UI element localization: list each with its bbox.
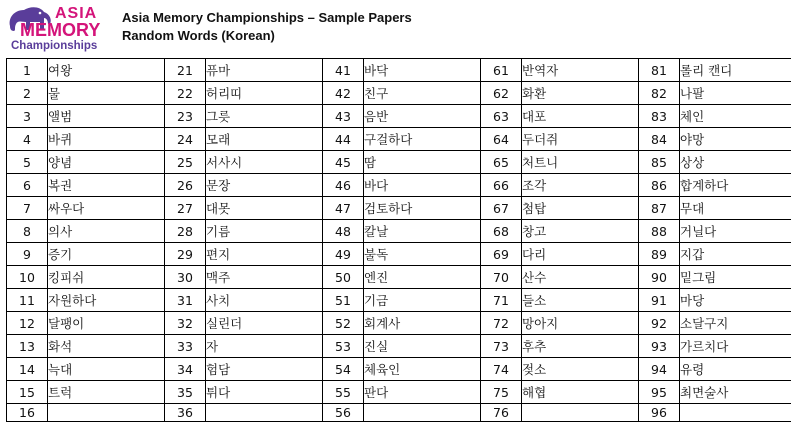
- word-number: 3: [7, 105, 48, 128]
- word-number: 10: [7, 266, 48, 289]
- word-number: 84: [639, 128, 680, 151]
- word-cell: 튀다: [206, 381, 323, 404]
- word-cell: 친구: [364, 82, 481, 105]
- word-cell: 반역자: [522, 59, 639, 82]
- table-row: [7, 404, 791, 422]
- word-number: 81: [639, 59, 680, 82]
- word-cell: 야망: [680, 128, 791, 151]
- word-number: 13: [7, 335, 48, 358]
- word-number: 22: [165, 82, 206, 105]
- word-number: 72: [481, 312, 522, 335]
- table-row: [7, 82, 791, 105]
- word-cell: 편지: [206, 243, 323, 266]
- word-number: 46: [323, 174, 364, 197]
- table-row: [7, 243, 791, 266]
- word-number: 90: [639, 266, 680, 289]
- word-number: 63: [481, 105, 522, 128]
- word-number: 48: [323, 220, 364, 243]
- word-cell: 문장: [206, 174, 323, 197]
- word-cell: 후추: [522, 335, 639, 358]
- word-number: 6: [7, 174, 48, 197]
- word-number: 56: [323, 404, 364, 422]
- word-number: 74: [481, 358, 522, 381]
- word-number: 44: [323, 128, 364, 151]
- word-cell: 두더쥐: [522, 128, 639, 151]
- word-cell: 엔진: [364, 266, 481, 289]
- word-number: 62: [481, 82, 522, 105]
- document-header: [122, 9, 412, 45]
- word-cell: 체육인: [364, 358, 481, 381]
- word-number: 4: [7, 128, 48, 151]
- word-cell: 산수: [522, 266, 639, 289]
- word-cell: 험담: [206, 358, 323, 381]
- word-cell: 거닐다: [680, 220, 791, 243]
- logo-text-asia: ASIA: [55, 5, 97, 23]
- word-number: 41: [323, 59, 364, 82]
- table-row: [7, 174, 791, 197]
- table-row: [7, 289, 791, 312]
- word-number: 21: [165, 59, 206, 82]
- word-cell: [206, 404, 323, 422]
- word-cell: 기금: [364, 289, 481, 312]
- table-row: [7, 381, 791, 404]
- word-cell: 실린더: [206, 312, 323, 335]
- word-cell: 허리띠: [206, 82, 323, 105]
- word-cell: 대못: [206, 197, 323, 220]
- table-row: [7, 59, 791, 82]
- word-cell: 다리: [522, 243, 639, 266]
- word-number: 12: [7, 312, 48, 335]
- word-cell: 의사: [48, 220, 165, 243]
- table-row: [7, 105, 791, 128]
- word-cell: 서사시: [206, 151, 323, 174]
- word-cell: 늑대: [48, 358, 165, 381]
- word-number: 23: [165, 105, 206, 128]
- word-number: 66: [481, 174, 522, 197]
- word-cell: 소달구지: [680, 312, 791, 335]
- word-cell: [48, 404, 165, 422]
- word-cell: 모래: [206, 128, 323, 151]
- word-number: 11: [7, 289, 48, 312]
- word-cell: 첨탑: [522, 197, 639, 220]
- word-number: 52: [323, 312, 364, 335]
- word-number: 28: [165, 220, 206, 243]
- word-number: 70: [481, 266, 522, 289]
- word-cell: 바다: [364, 174, 481, 197]
- word-number: 34: [165, 358, 206, 381]
- word-number: 92: [639, 312, 680, 335]
- word-cell: 합계하다: [680, 174, 791, 197]
- word-cell: 물: [48, 82, 165, 105]
- word-number: 85: [639, 151, 680, 174]
- word-cell: 트럭: [48, 381, 165, 404]
- word-number: 64: [481, 128, 522, 151]
- word-number: 55: [323, 381, 364, 404]
- word-cell: 유령: [680, 358, 791, 381]
- word-number: 15: [7, 381, 48, 404]
- word-cell: 밑그림: [680, 266, 791, 289]
- word-number: 76: [481, 404, 522, 422]
- word-number: 33: [165, 335, 206, 358]
- table-row: [7, 358, 791, 381]
- word-number: 89: [639, 243, 680, 266]
- word-cell: 자원하다: [48, 289, 165, 312]
- word-cell: 무대: [680, 197, 791, 220]
- word-number: 87: [639, 197, 680, 220]
- word-number: 2: [7, 82, 48, 105]
- word-number: 26: [165, 174, 206, 197]
- word-number: 73: [481, 335, 522, 358]
- word-cell: [364, 404, 481, 422]
- word-cell: 창고: [522, 220, 639, 243]
- word-cell: 바퀴: [48, 128, 165, 151]
- word-cell: 화환: [522, 82, 639, 105]
- word-cell: 킹피쉬: [48, 266, 165, 289]
- table-row: [7, 266, 791, 289]
- word-number: 86: [639, 174, 680, 197]
- word-cell: 마당: [680, 289, 791, 312]
- word-cell: 여왕: [48, 59, 165, 82]
- word-cell: 가르치다: [680, 335, 791, 358]
- word-cell: 자: [206, 335, 323, 358]
- word-cell: 나팔: [680, 82, 791, 105]
- logo-text-championships: Championships: [11, 40, 97, 52]
- word-number: 8: [7, 220, 48, 243]
- word-number: 25: [165, 151, 206, 174]
- word-cell: 퓨마: [206, 59, 323, 82]
- word-cell: 지갑: [680, 243, 791, 266]
- word-cell: 사치: [206, 289, 323, 312]
- word-number: 7: [7, 197, 48, 220]
- word-cell: 맥주: [206, 266, 323, 289]
- word-number: 5: [7, 151, 48, 174]
- word-cell: 해협: [522, 381, 639, 404]
- document-subtitle: Random Words (Korean): [122, 27, 412, 45]
- word-number: 82: [639, 82, 680, 105]
- word-cell: 달팽이: [48, 312, 165, 335]
- word-number: 94: [639, 358, 680, 381]
- word-number: 51: [323, 289, 364, 312]
- word-number: 24: [165, 128, 206, 151]
- table-row: [7, 335, 791, 358]
- word-cell: 복권: [48, 174, 165, 197]
- word-cell: 처트니: [522, 151, 639, 174]
- word-cell: 싸우다: [48, 197, 165, 220]
- word-number: 96: [639, 404, 680, 422]
- word-number: 43: [323, 105, 364, 128]
- word-number: 50: [323, 266, 364, 289]
- word-number: 67: [481, 197, 522, 220]
- table-row: [7, 197, 791, 220]
- word-number: 30: [165, 266, 206, 289]
- word-cell: [680, 404, 791, 422]
- word-number: 31: [165, 289, 206, 312]
- word-cell: 기름: [206, 220, 323, 243]
- word-number: 35: [165, 381, 206, 404]
- word-cell: 구걸하다: [364, 128, 481, 151]
- random-words-table: [6, 58, 791, 422]
- championship-logo: [6, 4, 106, 54]
- word-cell: 최면술사: [680, 381, 791, 404]
- word-number: 65: [481, 151, 522, 174]
- word-number: 27: [165, 197, 206, 220]
- word-number: 91: [639, 289, 680, 312]
- table-row: [7, 151, 791, 174]
- word-cell: 불독: [364, 243, 481, 266]
- table-row: [7, 220, 791, 243]
- word-cell: 칼날: [364, 220, 481, 243]
- word-number: 54: [323, 358, 364, 381]
- word-cell: 증기: [48, 243, 165, 266]
- word-cell: 롤리 캔디: [680, 59, 791, 82]
- word-number: 49: [323, 243, 364, 266]
- word-number: 68: [481, 220, 522, 243]
- table-row: [7, 312, 791, 335]
- word-cell: 대포: [522, 105, 639, 128]
- word-cell: 양념: [48, 151, 165, 174]
- word-cell: 젖소: [522, 358, 639, 381]
- word-cell: 상상: [680, 151, 791, 174]
- word-number: 88: [639, 220, 680, 243]
- word-cell: 검토하다: [364, 197, 481, 220]
- word-number: 1: [7, 59, 48, 82]
- word-number: 75: [481, 381, 522, 404]
- word-number: 36: [165, 404, 206, 422]
- word-cell: 화석: [48, 335, 165, 358]
- word-number: 42: [323, 82, 364, 105]
- word-number: 71: [481, 289, 522, 312]
- word-cell: 회계사: [364, 312, 481, 335]
- word-number: 32: [165, 312, 206, 335]
- word-cell: 판다: [364, 381, 481, 404]
- word-number: 93: [639, 335, 680, 358]
- word-number: 14: [7, 358, 48, 381]
- document-title: Asia Memory Championships – Sample Papers: [122, 9, 412, 27]
- word-cell: 체인: [680, 105, 791, 128]
- word-number: 9: [7, 243, 48, 266]
- word-cell: [522, 404, 639, 422]
- table-row: [7, 128, 791, 151]
- word-number: 47: [323, 197, 364, 220]
- word-number: 29: [165, 243, 206, 266]
- logo-text-memory: MEMORY: [20, 20, 100, 41]
- word-number: 61: [481, 59, 522, 82]
- word-cell: 땀: [364, 151, 481, 174]
- word-number: 53: [323, 335, 364, 358]
- word-number: 45: [323, 151, 364, 174]
- word-cell: 조각: [522, 174, 639, 197]
- word-number: 69: [481, 243, 522, 266]
- word-cell: 음반: [364, 105, 481, 128]
- word-cell: 망아지: [522, 312, 639, 335]
- word-number: 83: [639, 105, 680, 128]
- word-number: 16: [7, 404, 48, 422]
- word-cell: 앨범: [48, 105, 165, 128]
- word-cell: 그릇: [206, 105, 323, 128]
- word-cell: 바닥: [364, 59, 481, 82]
- word-number: 95: [639, 381, 680, 404]
- word-cell: 진실: [364, 335, 481, 358]
- word-cell: 들소: [522, 289, 639, 312]
